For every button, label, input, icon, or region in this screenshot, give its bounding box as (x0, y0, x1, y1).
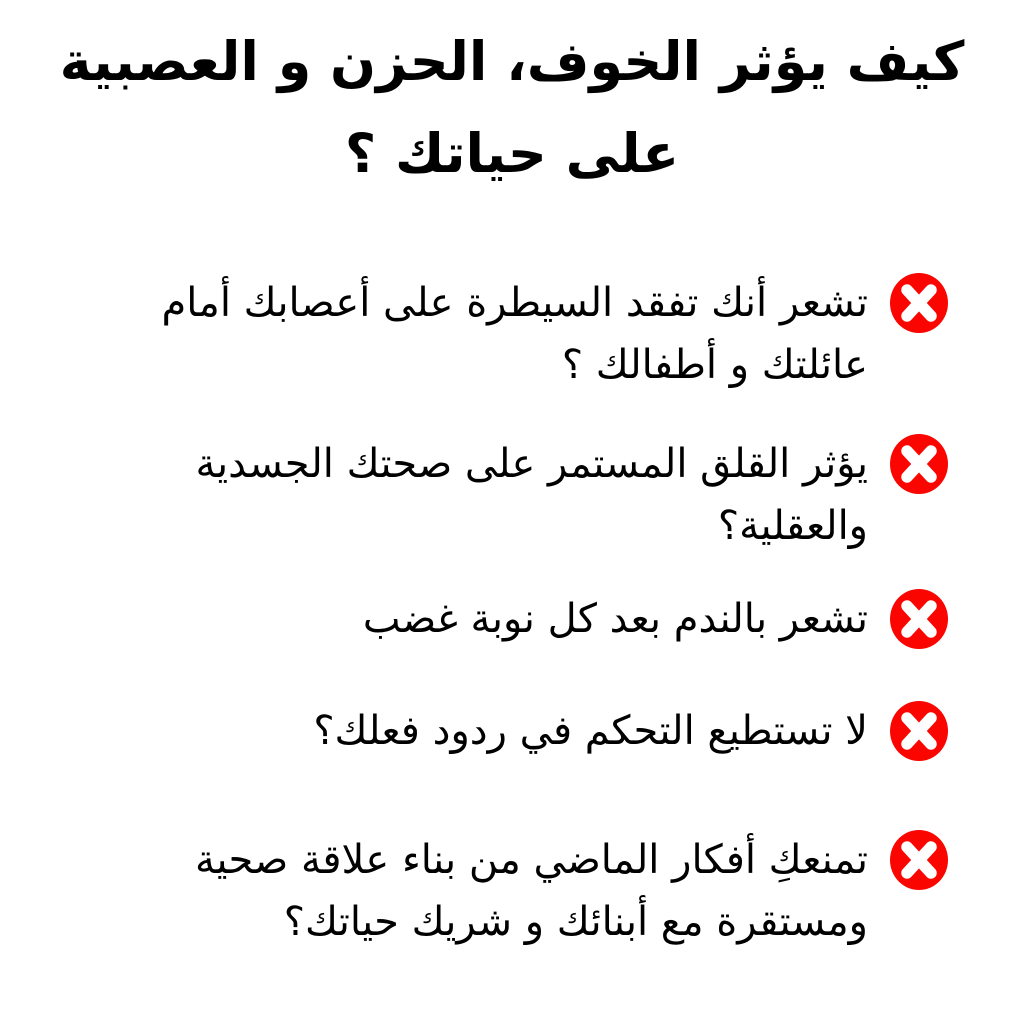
list-item-text (161, 272, 868, 396)
title-line-2: على حياتك ؟ (344, 122, 680, 185)
cross-mark-icon (890, 434, 948, 494)
list-item (0, 433, 1024, 557)
list-item-text (196, 433, 868, 557)
cross-mark-icon (890, 589, 948, 649)
list-item (0, 700, 1024, 762)
list-item-line: عائلتك و أطفالك ؟ (561, 342, 868, 388)
title-line-1: كيف يؤثر الخوف، الحزن و العصبية (59, 30, 965, 93)
list-item (0, 272, 1024, 396)
list-item-line: ومستقرة مع أبنائك و شريك حياتك؟ (283, 899, 868, 945)
list-item-line: والعقلية؟ (717, 503, 868, 549)
list-item-line: تشعر أنك تفقد السيطرة على أعصابك أمام (161, 280, 868, 326)
list-item (0, 588, 1024, 650)
list-item-line: لا تستطيع التحكم في ردود فعلك؟ (313, 708, 868, 754)
list-item-text (195, 829, 868, 953)
list-item-text (313, 700, 868, 762)
list-item-line: تمنعكِ أفكار الماضي من بناء علاقة صحية (194, 837, 868, 883)
cross-mark-icon (890, 830, 948, 890)
cross-mark-icon (890, 273, 948, 333)
list-item-line: يؤثر القلق المستمر على صحتك الجسدية (195, 441, 868, 487)
list-item (0, 829, 1024, 953)
list-item-line: تشعر بالندم بعد كل نوبة غضب (362, 596, 868, 642)
cross-mark-icon (890, 701, 948, 761)
list-item-text (363, 588, 868, 650)
